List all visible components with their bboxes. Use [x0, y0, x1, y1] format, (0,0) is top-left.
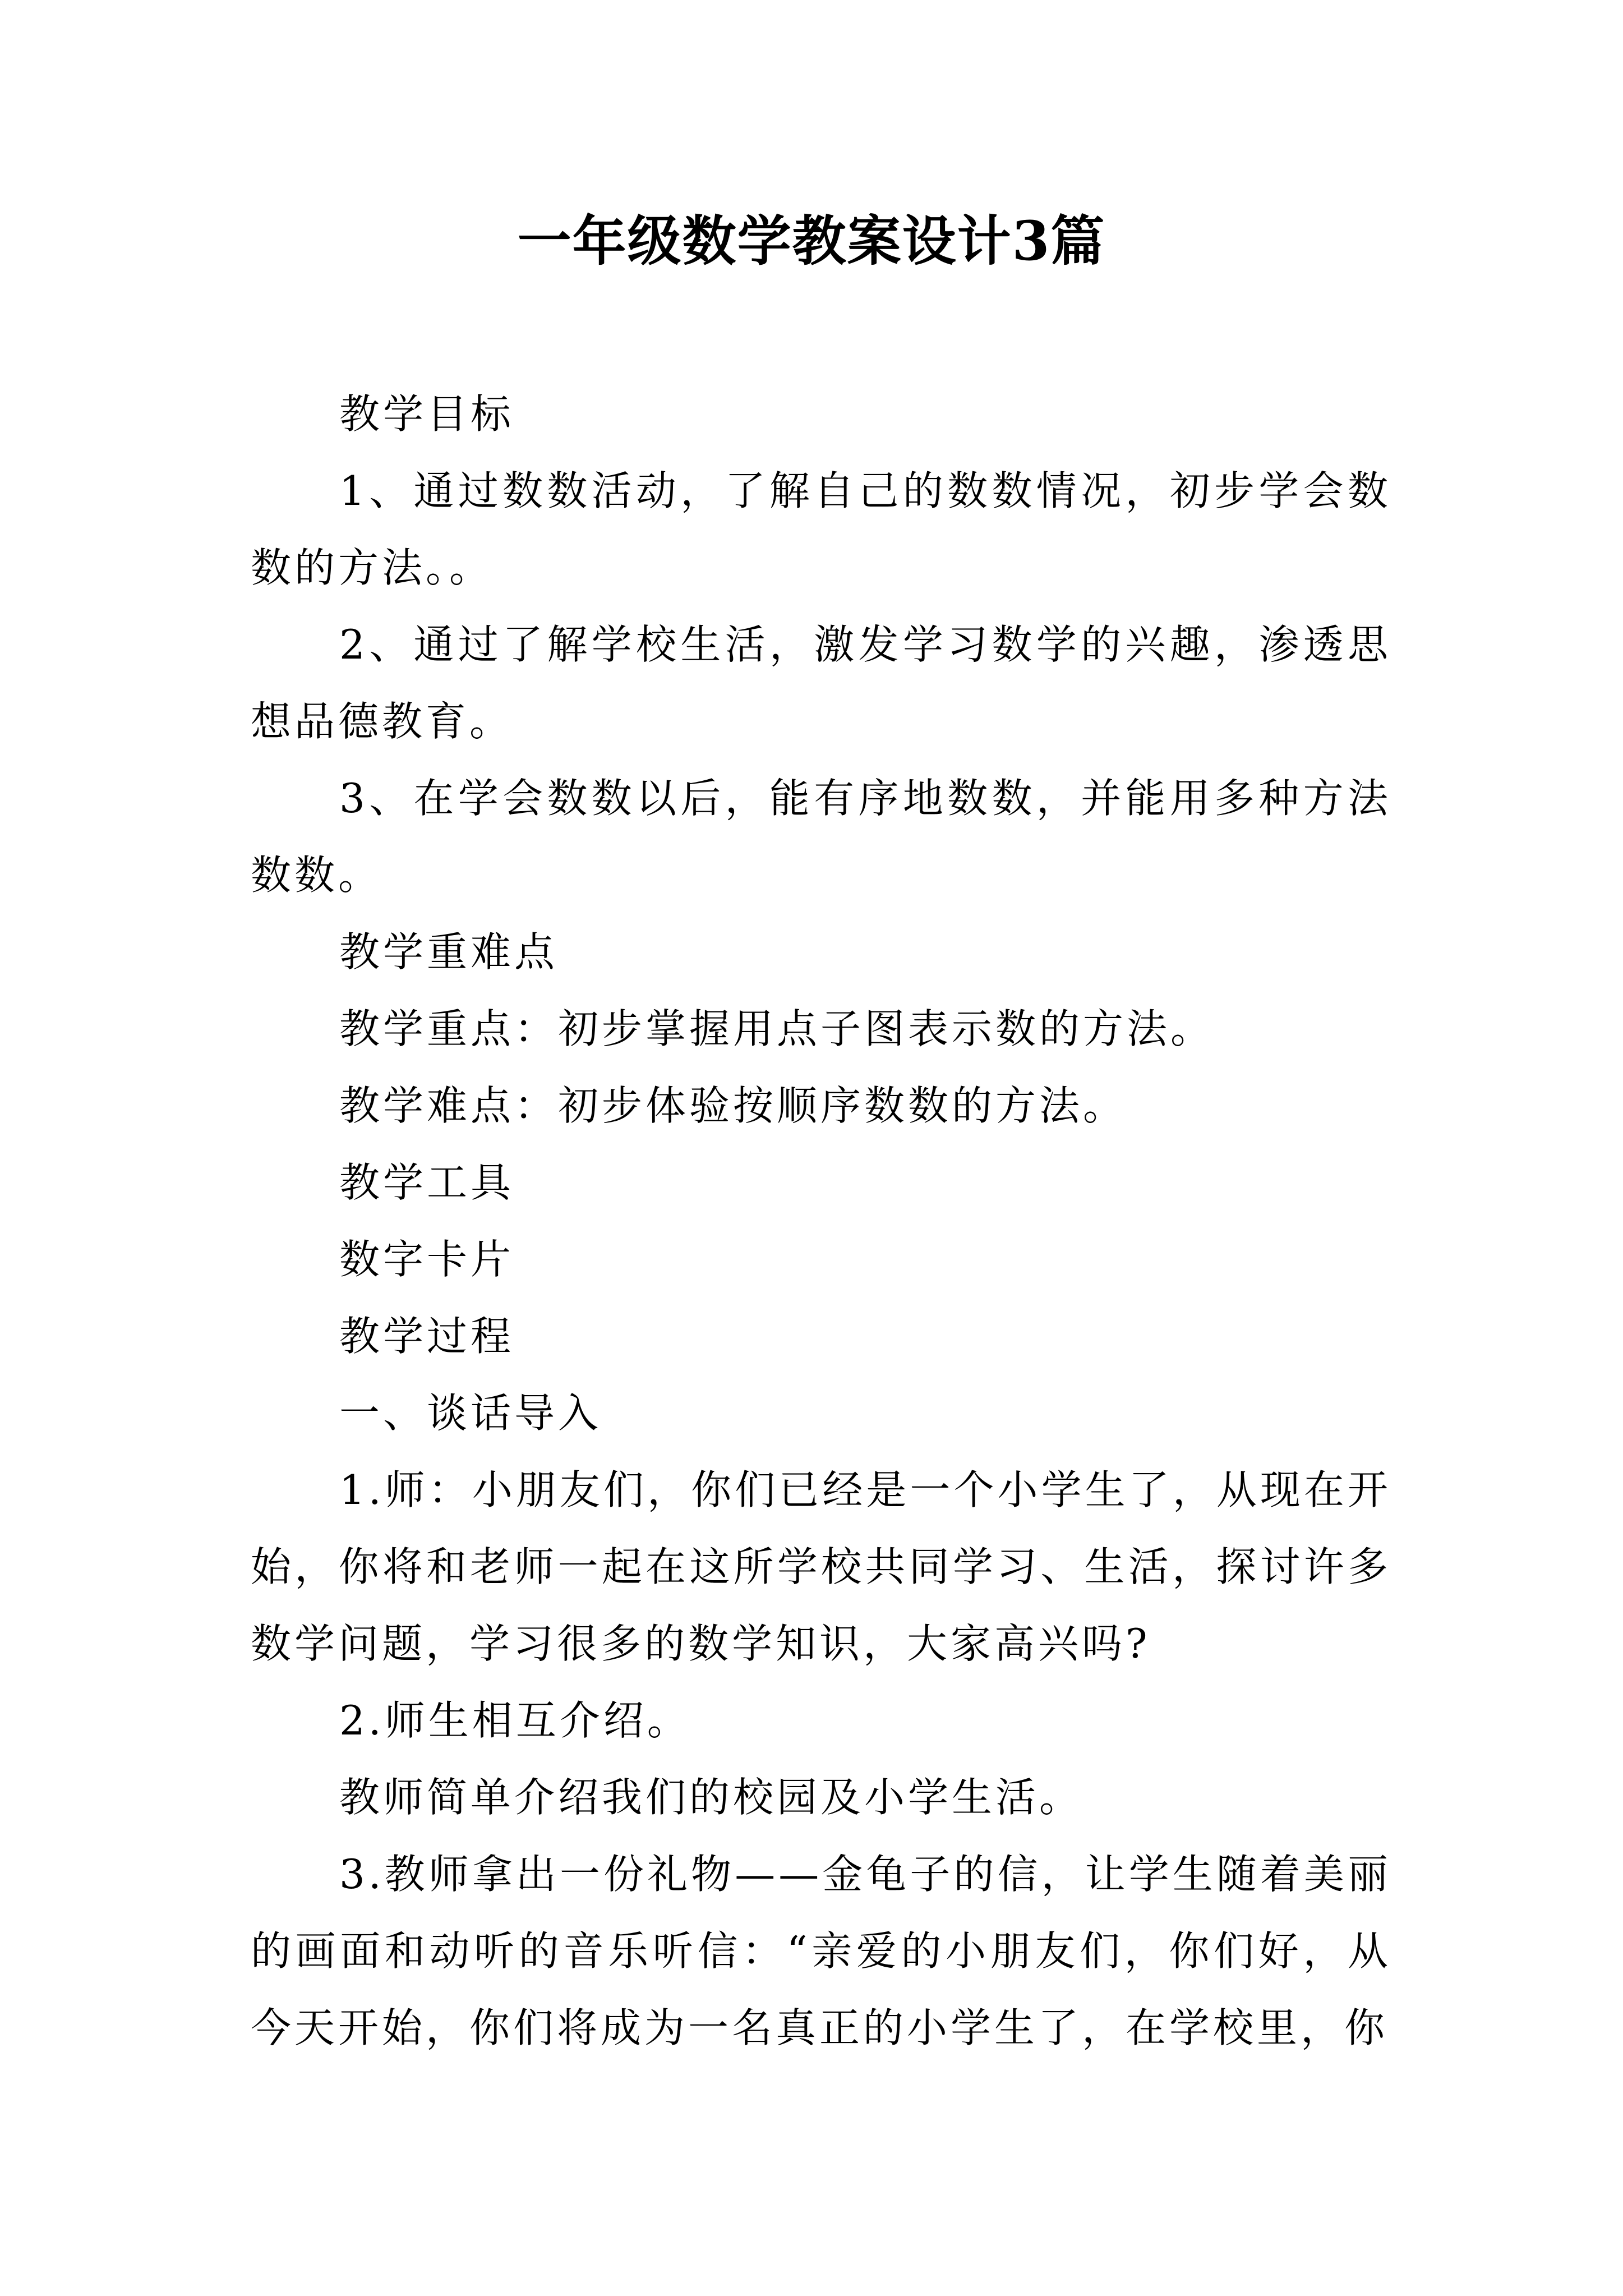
- process-step-1: 1.师：小朋友们，你们已经是一个小学生了，从现在开始，你将和老师一起在这所学校共同学习、生活，探讨许多数学问题，学习很多的数学知识，大家高兴吗?: [251, 1466, 1391, 1667]
- goal-item-3: 3、在学会数数以后，能有序地数数，并能用多种方法数数。: [251, 775, 1391, 899]
- document-title: 一年级数学教案设计3篇: [517, 209, 1106, 273]
- section-heading-key-points: 教学重难点: [339, 928, 559, 976]
- key-point-focus: 教学重点：初步掌握用点子图表示数的方法。: [339, 1005, 1215, 1052]
- goal-item-2: 2、通过了解学校生活，激发学习数学的兴趣，渗透思想品德教育。: [251, 621, 1391, 745]
- process-step-3: 3.教师拿出一份礼物——金龟子的信，让学生随着美丽的画面和动听的音乐听信：“亲爱的小朋友们，你们好，从今天开始，你们将成为一名真正的小学生了，在学校里，你: [251, 1851, 1391, 2051]
- section-heading-goals: 教学目标: [339, 390, 515, 438]
- process-step-2: 2.师生相互介绍。: [339, 1697, 691, 1744]
- document-body: [251, 376, 1391, 2067]
- process-step-2-detail: 教师简单介绍我们的校园及小学生活。: [339, 1774, 1083, 1821]
- process-step-heading: 一、谈话导入: [339, 1389, 602, 1437]
- tools-item: 数字卡片: [339, 1236, 515, 1283]
- key-point-difficulty: 教学难点：初步体验按顺序数数的方法。: [339, 1082, 1127, 1129]
- section-heading-process: 教学过程: [339, 1313, 515, 1360]
- goal-item-1: 1、通过数数活动，了解自己的数数情况，初步学会数数的方法。。: [251, 467, 1391, 591]
- section-heading-tools: 教学工具: [339, 1159, 515, 1206]
